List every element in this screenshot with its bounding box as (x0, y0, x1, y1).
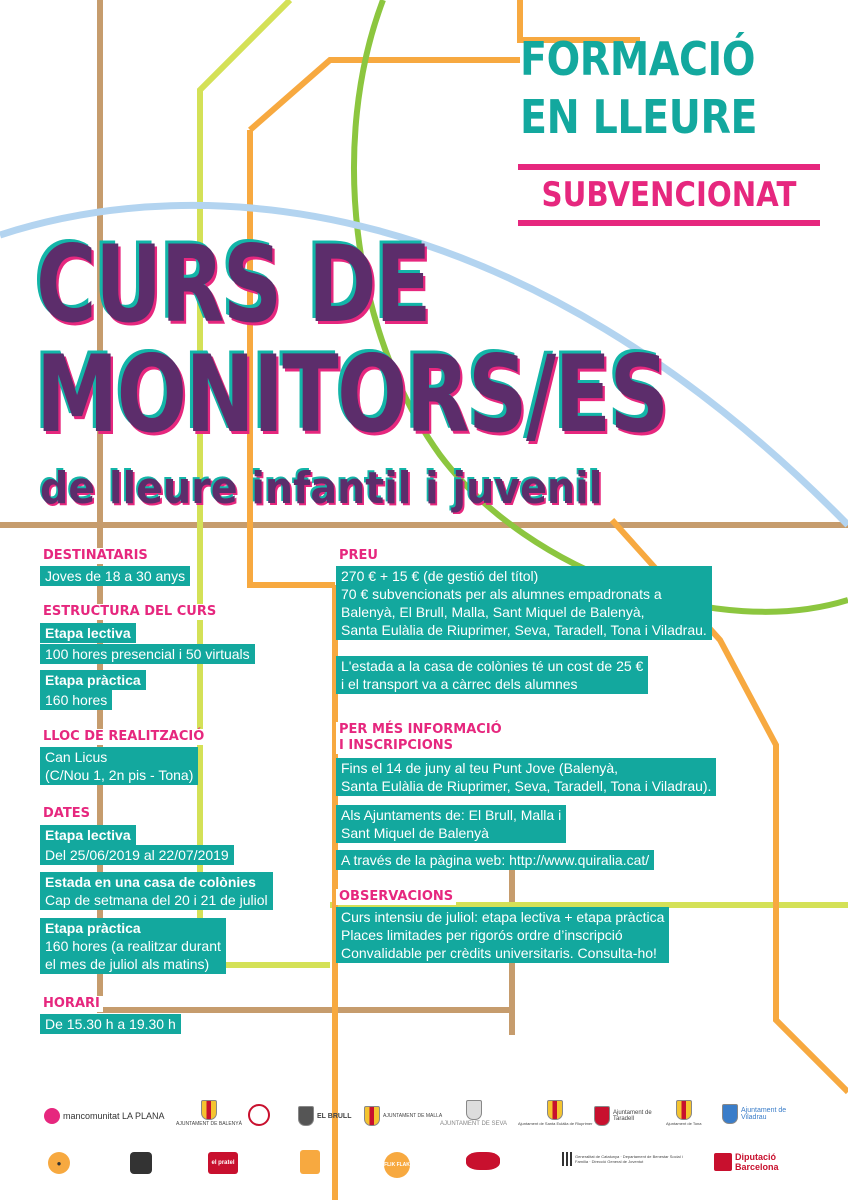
diputacio-barcelona-logo: Diputació Barcelona (714, 1152, 791, 1172)
estructura-lectiva-title: Etapa lectiva (40, 623, 136, 643)
info-ajuntaments: Als Ajuntaments de: El Brull, Malla i Sant Miquel de Balenyà (336, 805, 566, 843)
header-en-lleure: EN LLEURE (520, 90, 758, 144)
dates-estada: Estada en una casa de colònies Cap de setmana del 20 i 21 de juliol (40, 872, 273, 910)
info-web-link[interactable]: A través de la pàgina web: http://www.quiralia.cat/ (336, 850, 654, 870)
flik-flak-logo: FLIK FLAK (384, 1152, 410, 1178)
horari-label: HORARI (40, 996, 103, 1012)
seva-logo: AJUNTAMENT DE SEVA (440, 1100, 507, 1127)
title-curs-de: CURS DE (36, 223, 431, 346)
tona-logo: Ajuntament de Tona (666, 1100, 702, 1126)
dates-lectiva-text: Del 25/06/2019 al 22/07/2019 (40, 845, 234, 865)
dates-label: DATES (40, 806, 93, 822)
observacions-label: OBSERVACIONS (336, 889, 456, 905)
preu-label: PREU (336, 548, 381, 564)
subvencionat-badge (518, 164, 820, 226)
sant-miquel-balenya-logo (248, 1104, 270, 1126)
destinataris-label: DESTINATARIS (40, 548, 151, 564)
info-punt-jove: Fins el 14 de juny al teu Punt Jove (Balenyà, Santa Eulàlia de Riuprimer, Seva, Taradell, Tona i Viladrau). (336, 758, 716, 796)
malla-logo: AJUNTAMENT DE MALLA (364, 1106, 442, 1126)
estructura-label: ESTRUCTURA DEL CURS (40, 604, 219, 620)
punt-jove-2-logo (130, 1152, 152, 1174)
dates-lectiva-title: Etapa lectiva (40, 825, 136, 845)
subvencionat-text: SUBVENCIONAT (541, 175, 797, 215)
punt-jove-1-logo: ● (48, 1152, 70, 1174)
horari-text: De 15.30 h a 19.30 h (40, 1014, 181, 1034)
destinataris-text: Joves de 18 a 30 anys (40, 566, 190, 586)
estructura-lectiva-text: 100 hores presencial i 50 virtuals (40, 644, 255, 664)
viladrau-logo: Ajuntament de Viladrau (722, 1104, 795, 1124)
generalitat-logo: Generalitat de Catalunya · Departament de Benestar Social i Família · Direcció General de Joventut (562, 1152, 695, 1166)
el-brull-logo: EL BRULL (298, 1106, 351, 1126)
el-pratel-logo: el pratel (208, 1152, 238, 1174)
taradell-logo: Ajuntament de Taradell (594, 1106, 663, 1126)
lloc-label: LLOC DE REALITZACIÓ (40, 729, 207, 745)
dates-practica: Etapa pràctica 160 hores (a realitzar durant el mes de juliol als matins) (40, 918, 226, 974)
mancomunitat-la-plana-logo: mancomunitat LA PLANA (44, 1108, 165, 1124)
title-subtitle: de lleure infantil i juvenil (40, 463, 603, 514)
estructura-practica-text: 160 hores (40, 690, 112, 710)
estructura-practica-title: Etapa pràctica (40, 670, 146, 690)
title-monitors: MONITORS/ES (36, 333, 668, 456)
punt-jove-3-logo (300, 1150, 320, 1174)
observacions-text: Curs intensiu de juliol: etapa lectiva + etapa pràctica Places limitades per rigorós ordre d’inscripció Convalidable per crèdits universitaris. Consulta-ho! (336, 907, 669, 963)
ajuntament-balenya-logo: AJUNTAMENT DE BALENYÀ (176, 1100, 242, 1127)
header-formacio: FORMACIÓ (520, 32, 756, 86)
preu-note: L'estada a la casa de colònies té un cost de 25 € i el transport va a càrrec dels alumnes (336, 656, 648, 694)
lloc-text: Can Licus (C/Nou 1, 2n pis - Tona) (40, 747, 198, 785)
santa-eulalia-logo: Ajuntament de Santa Eulàlia de Riuprimer (518, 1100, 593, 1126)
preu-text: 270 € + 15 € (de gestió del títol) 70 € subvencionats per als alumnes empadronats a Balenyà, El Brull, Malla, Sant Miquel de Balenyà, Santa Eulàlia de Riuprimer, Seva, Taradell, Tona i Viladrau. (336, 566, 712, 640)
punt-jove-4-logo (466, 1152, 500, 1170)
info-label: PER MÉS INFORMACIÓ I INSCRIPCIONS (336, 722, 505, 754)
